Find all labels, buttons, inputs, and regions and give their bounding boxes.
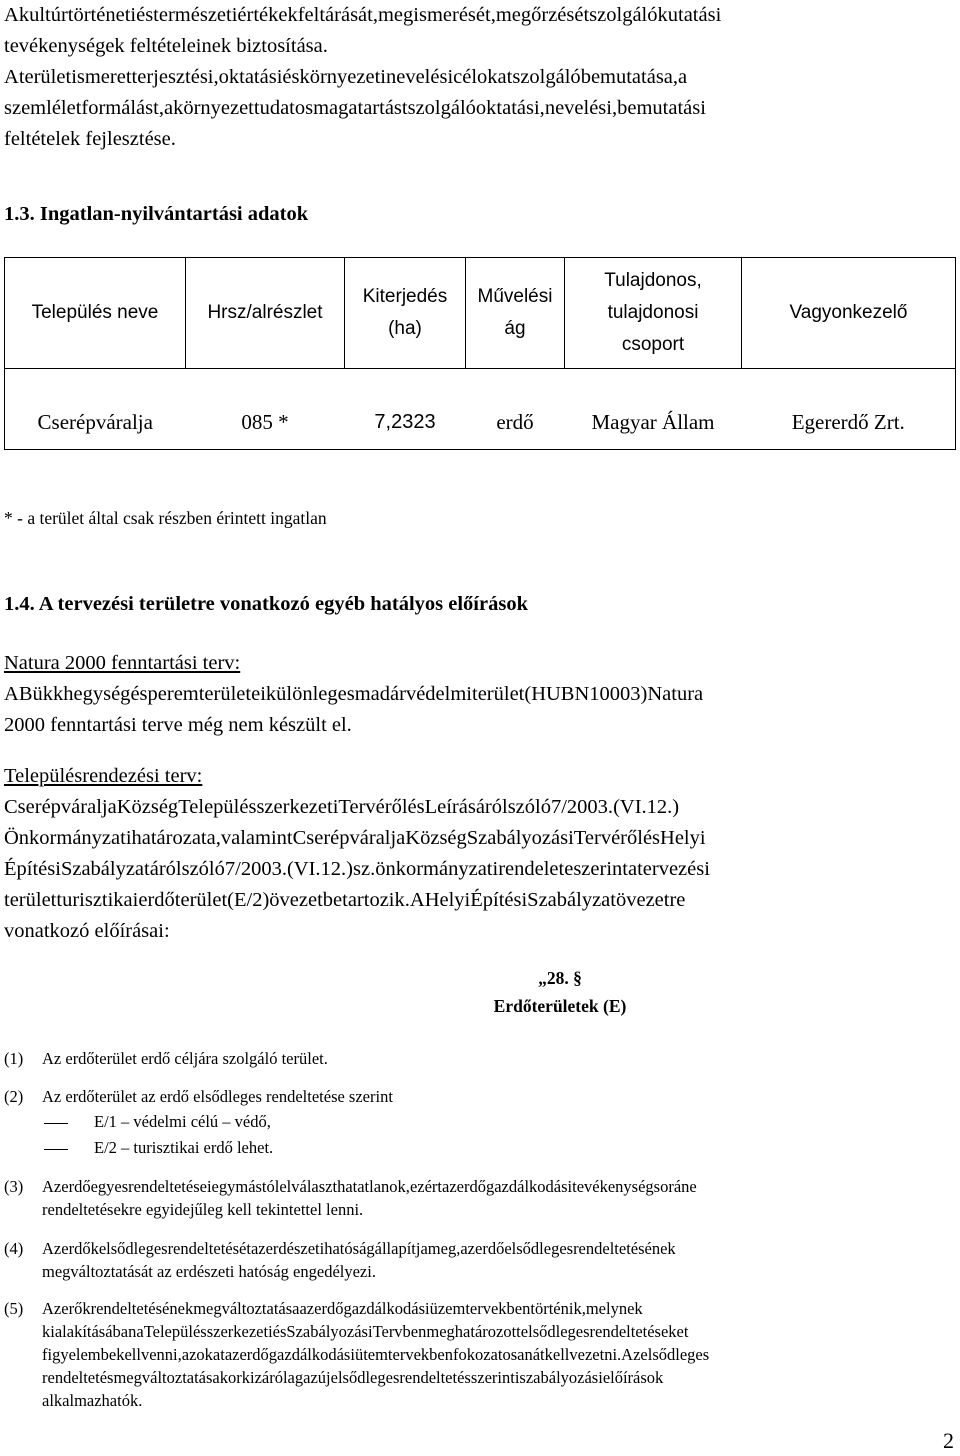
cell-area: 7,2323 <box>345 395 466 450</box>
word: szabályozási <box>519 1368 603 1387</box>
word: Az <box>42 1299 62 1318</box>
word: valamint <box>220 827 293 849</box>
word: kell <box>544 1345 570 1364</box>
word: természeti <box>153 4 238 26</box>
word: Tervéről <box>573 827 643 849</box>
natura-block <box>4 648 956 741</box>
word: állapítja <box>374 1239 428 1258</box>
word: erdőgazdálkodási <box>456 1177 573 1196</box>
word: elsődleges <box>504 1239 574 1258</box>
word: madárvédelmi <box>354 683 472 705</box>
word: A <box>4 683 19 705</box>
word: (E/2) <box>227 889 270 911</box>
sub-item-e2: E/2 – turisztikai erdő lehet. <box>4 1138 273 1158</box>
word: az <box>224 1345 240 1364</box>
word: szolgáló <box>407 97 476 119</box>
natura-label: Natura 2000 fenntartási terv: <box>4 652 241 674</box>
word: elsődleges <box>640 1345 710 1364</box>
word: Község <box>405 827 467 849</box>
word: Natura <box>647 683 704 705</box>
header-cell-manager: Vagyonkezelő <box>742 258 956 369</box>
word: Településszerkezeti <box>143 1322 273 1341</box>
telepules-block <box>4 761 956 947</box>
word: szolgáló <box>589 4 658 26</box>
intro-line <box>4 62 956 93</box>
word: rendeltetését <box>167 1239 251 1258</box>
word: szolgáló <box>512 66 581 88</box>
item-text: Azerdőkelsődlegesrendeltetésétazerdészetihatóságállapítjameg,azerdőelsődlegesrendeltetésének megváltoztatását az erdészeti hatóság engedélyezi. <box>42 1239 676 1281</box>
word: a <box>136 1322 144 1341</box>
word: célokat <box>453 66 513 88</box>
cell-settlement: Cserépváralja <box>5 395 186 450</box>
dash-icon <box>44 1149 68 1150</box>
table-header-row <box>5 258 956 369</box>
word: üzemtervekben <box>429 1299 531 1318</box>
word: (HUBN10003) <box>524 683 648 705</box>
word: Az <box>621 1345 641 1364</box>
word: tervezési <box>637 858 710 880</box>
word: terület <box>472 683 525 705</box>
word: a <box>163 97 174 119</box>
word: erdőgazdálkodási <box>239 1345 355 1364</box>
word: ezért <box>409 1177 442 1196</box>
word: új <box>317 1368 331 1387</box>
word: elsődleges <box>330 1368 400 1387</box>
word: Szabályzat <box>527 889 616 911</box>
word: figyelembe <box>42 1345 117 1364</box>
word: Településszerkezeti <box>178 796 339 818</box>
word: kizárólag <box>241 1368 304 1387</box>
cell-owner: Magyar Állam <box>565 395 742 450</box>
word: és <box>272 1322 287 1341</box>
word: ütemtervekben <box>354 1345 453 1364</box>
word: tevékenység <box>572 1177 654 1196</box>
word: Önkormányzati <box>4 827 132 849</box>
word: Szabályzatáról <box>60 858 182 880</box>
section-heading-1-4: 1.4. A tervezési területre vonatkozó egyéb hatályos előírások <box>4 593 528 615</box>
word: és <box>642 827 661 849</box>
word: környezeti <box>299 66 386 88</box>
telepules-line: vonatkozó előírásai: <box>4 920 170 942</box>
word: erdészeti <box>265 1239 325 1258</box>
word: környezettudatos <box>173 97 314 119</box>
word: Az <box>42 1177 62 1196</box>
table-row <box>5 395 956 450</box>
word: az <box>303 1368 318 1387</box>
word: Szabályozási <box>466 827 574 849</box>
word: során <box>653 1177 690 1196</box>
word: hegység <box>63 683 131 705</box>
word: egymástól <box>211 1177 280 1196</box>
word: magatartást <box>313 97 408 119</box>
word: erdőgazdálkodási <box>314 1299 430 1318</box>
word: értékek <box>237 4 298 26</box>
word: feltárását, <box>297 4 378 26</box>
word: A <box>4 4 19 26</box>
word: elsődleges <box>520 1322 590 1341</box>
word: hatóság <box>324 1239 375 1258</box>
word: történik, <box>530 1299 586 1318</box>
word: egyes <box>90 1177 129 1196</box>
word: (VI.12.) <box>613 796 680 818</box>
header-cell-hrsz: Hrsz/alrészlet <box>186 258 345 369</box>
telepules-label: Településrendezési terv: <box>4 765 203 787</box>
table-gap-row <box>5 369 956 396</box>
intro-line: feltételek fejlesztése. <box>4 128 176 150</box>
word: erdő <box>61 1177 91 1196</box>
word: szerinti <box>470 1368 520 1387</box>
word: bemutatása, <box>580 66 679 88</box>
word: melynek <box>585 1299 643 1318</box>
word: elsődleges <box>98 1239 168 1258</box>
item-number: (4) <box>4 1239 24 1258</box>
header-cell-settlement: Település neve <box>5 258 186 369</box>
word: Cserépváralja <box>292 827 406 849</box>
word: övezetbe <box>269 889 343 911</box>
word: terület <box>4 889 57 911</box>
natura-line <box>4 679 956 710</box>
word: rendeltetésének <box>573 1239 676 1258</box>
word: övezetre <box>615 889 686 911</box>
word: nevelési <box>385 66 454 88</box>
intro-paragraph <box>4 0 956 155</box>
word: Tervben <box>372 1322 427 1341</box>
word: Község <box>116 796 179 818</box>
word: nevelési, <box>544 97 618 119</box>
word: turisztikai <box>56 889 139 911</box>
item-number: (1) <box>4 1049 24 1068</box>
word: rendelete <box>498 858 574 880</box>
word: peremterületei <box>147 683 266 705</box>
word: kultúrtörténeti <box>18 4 137 26</box>
word: Szabályozási <box>286 1322 373 1341</box>
header-cell-cultivation: Művelési ág <box>466 258 565 369</box>
telepules-line <box>4 792 956 823</box>
item-text: Azerdőegyesrendeltetéseiegymástólelválaszthatatlanok,ezértazerdőgazdálkodásitevékenységsoráne rendeltetésekre egyidejűleg kell tekintettel lenni. <box>42 1177 697 1219</box>
telepules-line <box>4 823 956 854</box>
word: rendeltetéseket <box>589 1322 689 1341</box>
word: terület <box>18 66 72 88</box>
intro-line: tevékenységek feltételeinek biztosítása. <box>4 35 328 57</box>
word: szemléletformálást, <box>4 97 164 119</box>
word: fokozatosan <box>452 1345 533 1364</box>
word: erők <box>61 1299 91 1318</box>
word: át <box>532 1345 545 1364</box>
word: venni, <box>140 1345 182 1364</box>
word: Az <box>42 1239 62 1258</box>
word: megváltoztatása <box>193 1299 300 1318</box>
telepules-line <box>4 854 956 885</box>
word: oktatási <box>218 66 283 88</box>
word: erdők <box>61 1239 99 1258</box>
word: és <box>130 683 148 705</box>
item-text: Az erdőterület erdő céljára szolgáló terület. <box>42 1049 328 1068</box>
word: szerint <box>573 858 628 880</box>
telepules-line <box>4 885 956 916</box>
word: meghatározott <box>426 1322 521 1341</box>
cell-manager: Egererdő Zrt. <box>742 395 956 450</box>
word: (VI.12.) <box>286 858 354 880</box>
word: Építési <box>4 858 61 880</box>
item-text: Az erdőterület az erdő elsődleges rendeltetése szerint <box>42 1087 393 1106</box>
word: az <box>460 1239 475 1258</box>
table-footnote: * - a terület által csak részben érintett ingatlan <box>4 508 327 528</box>
word: megismerését, <box>377 4 496 26</box>
word: szóló <box>507 796 551 818</box>
word: e <box>689 1177 697 1196</box>
word: az <box>442 1177 457 1196</box>
word: és <box>407 796 425 818</box>
word: A <box>4 66 19 88</box>
word: rendeltetés <box>42 1368 114 1387</box>
item-text: Azerőkrendeltetésénekmegváltoztatásaazerdőgazdálkodásiüzemtervekbentörténik,melynek kialakításábanaTelepülésszerkezetiésSzabályozásiTervbenmeghatározottelsődlegesrendeltetéseket figyelembekellvenni,azokatazerdőgazdálkodásiütemtervekbenfokozatosanátkellvezetni.Azelsődleges rendeltetésmegváltoztatásakorkizárólagazújelsődlegesrendeltetésszerintiszabályozásielőírások alkalmazhatók. <box>42 1299 710 1410</box>
word: kialakításában <box>42 1322 137 1341</box>
dash-icon <box>44 1123 68 1124</box>
cell-hrsz: 085 * <box>186 395 345 450</box>
word: és <box>282 66 300 88</box>
word: Építési <box>470 889 528 911</box>
item-number: (5) <box>4 1299 24 1318</box>
word: és <box>136 4 154 26</box>
item-number: (2) <box>4 1087 24 1106</box>
word: Helyi <box>660 827 706 849</box>
cell-cultivation: erdő <box>466 395 565 450</box>
property-table <box>4 257 956 450</box>
word: megváltoztatásakor <box>113 1368 242 1387</box>
word: Helyi <box>424 889 471 911</box>
word: elválaszthatatlanok, <box>279 1177 410 1196</box>
word: az <box>250 1239 266 1258</box>
word: a <box>678 66 688 88</box>
word: sz. <box>353 858 376 880</box>
word: kutatási <box>657 4 722 26</box>
section-heading-1-3: 1.3. Ingatlan-nyilvántartási adatok <box>4 203 309 225</box>
word: meg, <box>427 1239 461 1258</box>
word: vezetni. <box>569 1345 622 1364</box>
word: azokat <box>181 1345 225 1364</box>
word: előírások <box>602 1368 664 1387</box>
word: bemutatási <box>617 97 706 119</box>
word: rendeltetései <box>128 1177 212 1196</box>
word: 7/2003. <box>224 858 287 880</box>
word: szóló <box>181 858 225 880</box>
word: a <box>627 858 638 880</box>
word: különleges <box>265 683 355 705</box>
word: Tervéről <box>338 796 408 818</box>
header-cell-area: Kiterjedés (ha) <box>345 258 466 369</box>
word: megőrzését <box>495 4 590 26</box>
sub-item-e1: E/1 – védelmi célú – védő, <box>4 1112 271 1132</box>
word: Cserépváralja <box>4 796 117 818</box>
word: Leírásáról <box>424 796 508 818</box>
word: A <box>409 889 425 911</box>
article-title: Erdőterületek (E) <box>493 996 627 1016</box>
natura-line: 2000 fenntartási terve még nem készült el. <box>4 714 352 736</box>
word: határozata, <box>131 827 221 849</box>
word: 7/2003. <box>550 796 614 818</box>
article-number: „28. § <box>538 968 582 988</box>
word: kell <box>116 1345 141 1364</box>
word: önkormányzati <box>375 858 499 880</box>
intro-line <box>4 0 956 31</box>
word: oktatási, <box>475 97 545 119</box>
word: rendeltetésének <box>90 1299 194 1318</box>
header-cell-owner: Tulajdonos, tulajdonosi csoport <box>565 258 742 369</box>
intro-line <box>4 93 956 124</box>
word: erdőterület <box>138 889 228 911</box>
word: rendeltetés <box>399 1368 471 1387</box>
word: erdő <box>475 1239 505 1258</box>
word: az <box>299 1299 315 1318</box>
word: ismeretterjesztési, <box>71 66 219 88</box>
word: tartozik. <box>342 889 410 911</box>
page-number: 2 <box>943 1428 954 1453</box>
item-number: (3) <box>4 1177 24 1196</box>
word: Bükk <box>18 683 64 705</box>
